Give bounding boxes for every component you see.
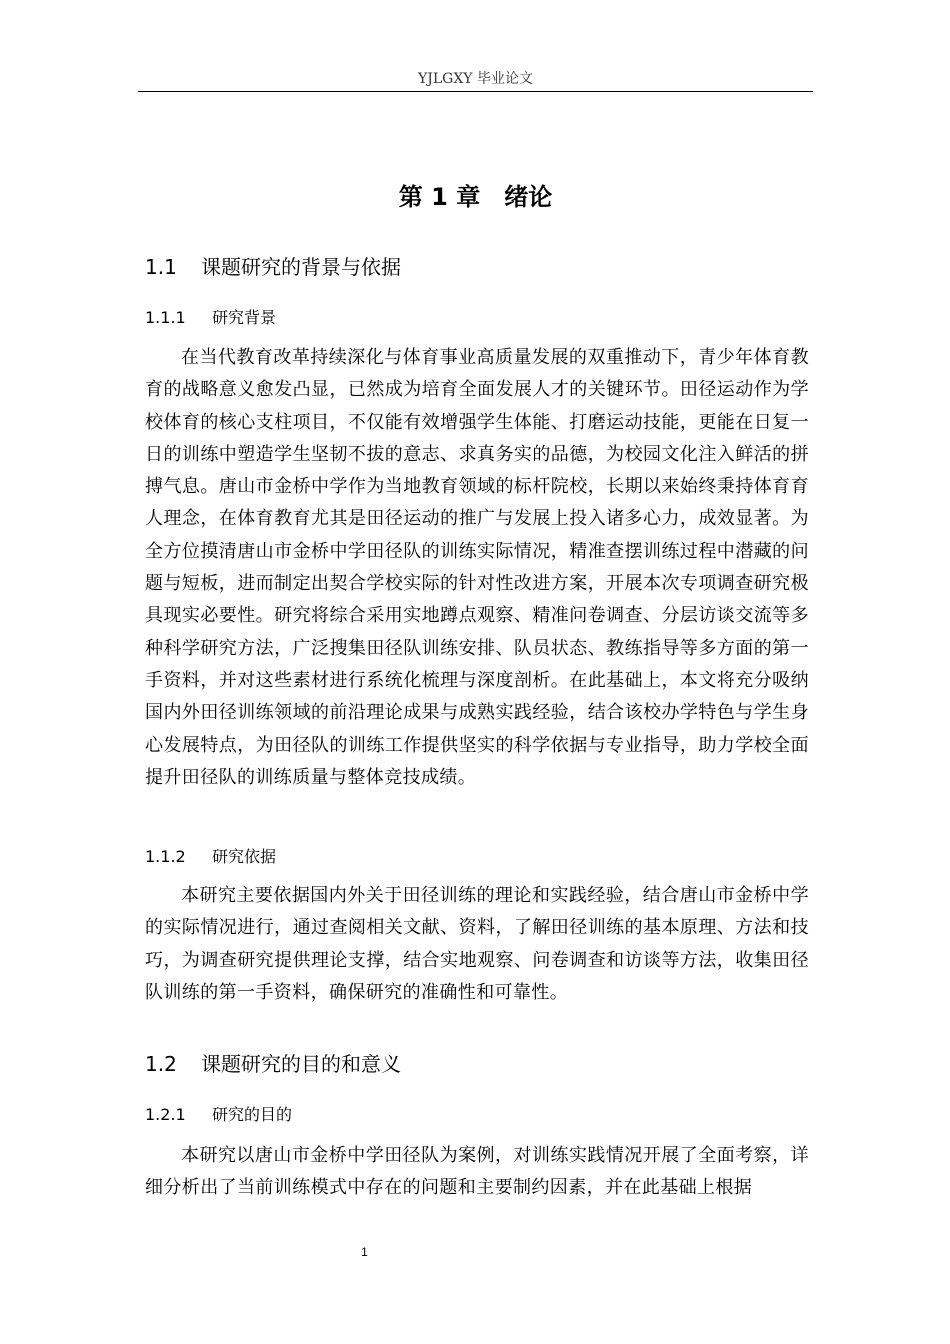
section-title: 课题研究的背景与依据 xyxy=(201,255,401,279)
page-number: 1 xyxy=(361,1245,368,1259)
subsection-number: 1.2.1 xyxy=(145,1105,186,1124)
section-number: 1.1 xyxy=(145,255,177,279)
section-heading-1-1 xyxy=(145,253,401,281)
subsection-title: 研究背景 xyxy=(212,308,277,327)
subsection-title: 研究的目的 xyxy=(212,1105,293,1124)
page-header: YJLGXY 毕业论文 xyxy=(418,71,533,87)
subsection-heading-1-2-1 xyxy=(145,1104,292,1126)
subsection-heading-1-1-2 xyxy=(145,846,276,868)
header-rule xyxy=(138,91,813,92)
section-title: 课题研究的目的和意义 xyxy=(201,1052,401,1076)
section-heading-1-2 xyxy=(145,1050,401,1078)
subsection-number: 1.1.1 xyxy=(145,308,186,327)
subsection-number: 1.1.2 xyxy=(145,847,186,866)
subsection-title: 研究依据 xyxy=(212,847,277,866)
paragraph-research-basis: 本研究主要依据国内外关于田径训练的理论和实践经验，结合唐山市金桥中学的实际情况进行，通过查阅相关文献、资料，了解田径训练的基本原理、方法和技巧，为调查研究提供理论支撑，结合实地观察、问卷调查和访谈等方法，收集田径队训练的第一手资料，确保研究的准确性和可靠性。 xyxy=(145,885,809,1003)
subsection-heading-1-1-1 xyxy=(145,307,276,329)
section-number: 1.2 xyxy=(145,1052,177,1076)
paragraph-research-purpose: 本研究以唐山市金桥中学田径队为案例，对训练实践情况开展了全面考察，详细分析出了当前训练模式中存在的问题和主要制约因素，并在此基础上根据 xyxy=(145,1145,809,1199)
chapter-title: 第 1 章 绪论 xyxy=(398,183,553,211)
paragraph-research-background: 在当代教育改革持续深化与体育事业高质量发展的双重推动下，青少年体育教育的战略意义愈发凸显，已然成为培育全面发展人才的关键环节。田径运动作为学校体育的核心支柱项目，不仅能有效增强学生体能、打磨运动技能，更能在日复一日的训练中塑造学生坚韧不拔的意志、求真务实的品德，为校园文化注入鲜活的拼搏气息。唐山市金桥中学作为当地教育领域的标杆院校，长期以来始终秉持体育育人理念，在体育教育尤其是田径运动的推广与发展上投入诸多心力，成效显著。为全方位摸清唐山市金桥中学田径队的训练实际情况，精准查摆训练过程中潜藏的问题与短板，进而制定出契合学校实际的针对性改进方案，开展本次专项调查研究极具现实必要性。研究将综合采用实地蹲点观察、精准问卷调查、分层访谈交流等多种科学研究方法，广泛搜集田径队训练安排、队员状态、教练指导等多方面的第一手资料，并对这些素材进行系统化梳理与深度剖析。在此基础上，本文将充分吸纳国内外田径训练领域的前沿理论成果与成熟实践经验，结合该校办学特色与学生身心发展特点，为田径队的训练工作提供坚实的科学依据与专业指导，助力学校全面提升田径队的训练质量与整体竞技成绩。 xyxy=(145,347,809,788)
